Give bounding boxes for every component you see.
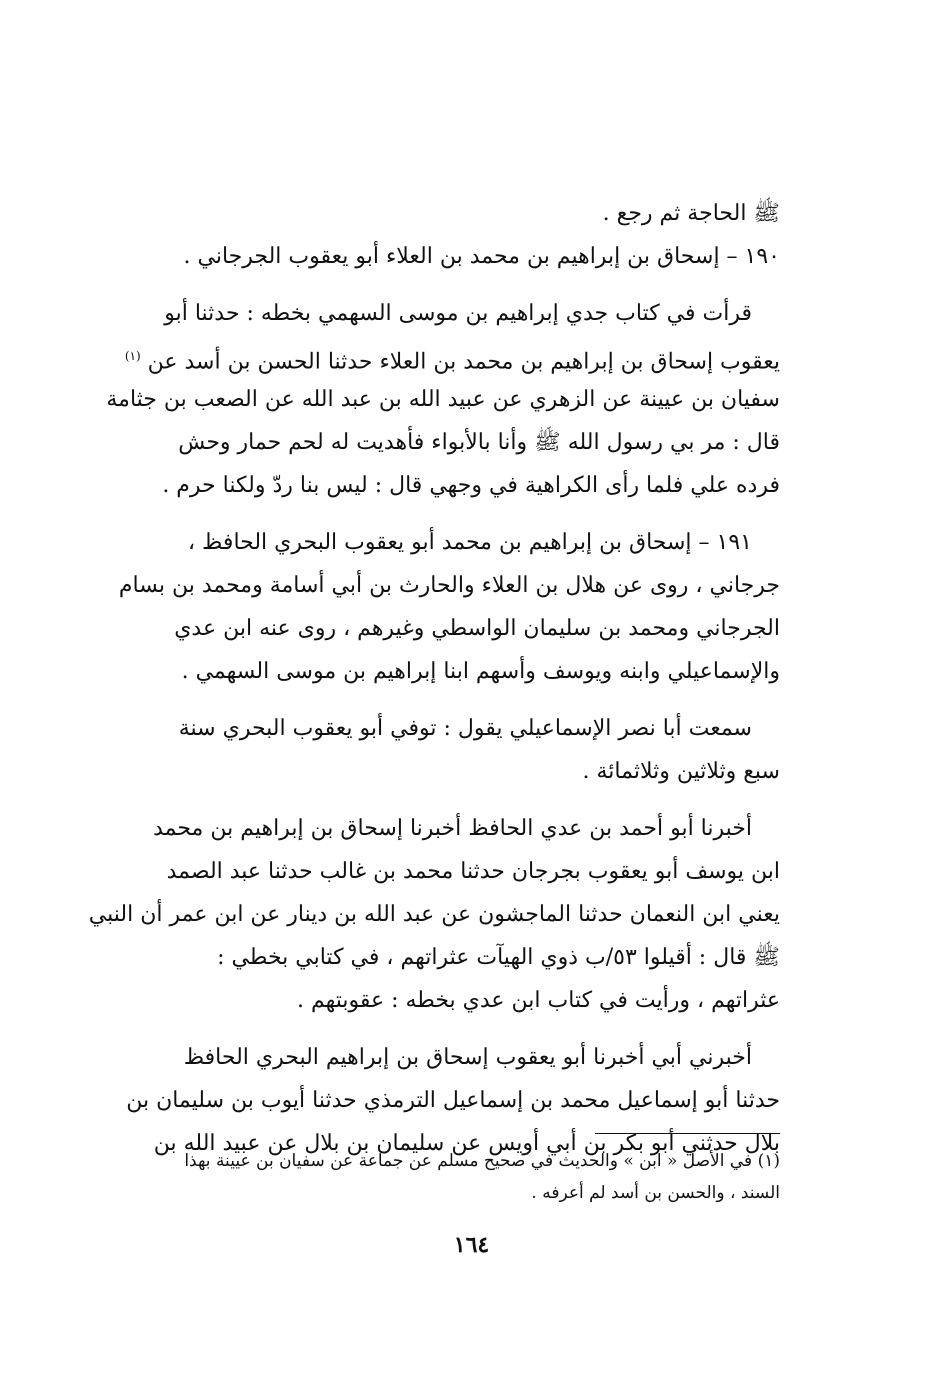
entry-190-heading [150, 235, 780, 278]
text-line: ١٩١ – إسحاق بن إبراهيم بن محمد أبو يعقوب البحري الحافظ ، [187, 530, 752, 555]
text-line: جرجاني ، روى عن هلال بن العلاء والحارث بن أبي أسامة ومحمد بن بسام [118, 573, 780, 598]
text-line: سمعت أبا نصر الإسماعيلي يقول : توفي أبو يعقوب البحري سنة [178, 716, 752, 741]
text-line: ١٩٠ – إسحاق بن إبراهيم بن محمد بن العلاء أبو يعقوب الجرجاني . [183, 244, 780, 269]
text-line: حدثنا أبو إسماعيل محمد بن إسماعيل الترمذي حدثنا أيوب بن سليمان بن [126, 1088, 780, 1113]
page-number: ١٦٤ [453, 1232, 490, 1258]
text-line-content: يعقوب إسحاق بن إبراهيم بن محمد بن العلاء حدثنا الحسن بن أسد عن [147, 349, 780, 375]
text-line: قرأت في كتاب جدي إبراهيم بن موسى السهمي بخطه : حدثنا أبو [164, 301, 752, 326]
text-line: أخبرنا أبو أحمد بن عدي الحافظ أخبرنا إسحاق بن إبراهيم بن محمد [153, 816, 752, 841]
hadith-paragraph-1 [88, 807, 780, 1022]
death-note-paragraph [150, 707, 780, 793]
text-line: عثراتهم ، ورأيت في كتاب ابن عدي بخطه : عقوبتهم . [296, 988, 780, 1013]
text-line: والإسماعيلي وابنه ويوسف وأسهم ابنا إبراهيم بن موسى السهمي . [181, 659, 780, 684]
text-line: يعني ابن النعمان حدثنا الماجشون عن عبد الله بن دينار عن ابن عمر أن النبي [88, 902, 780, 927]
entry-190-text [106, 292, 780, 507]
text-line: ابن يوسف أبو يعقوب بجرجان حدثنا محمد بن غالب حدثنا عبد الصمد [166, 859, 780, 884]
text-line: بلال حدثني أبو بكر بن أبي أويس عن سليمان بن بلال عن عبيد الله بن [153, 1131, 780, 1156]
footnote-divider [595, 1133, 780, 1134]
entry-191-text [118, 521, 780, 693]
footnote [150, 1145, 780, 1209]
text-line: ﷺ قال : أقيلوا ٥٣/ب ذوي الهيآت عثراتهم ، في كتابي بخطي : [217, 945, 780, 970]
footnote-line: (١) في الأصل « ابن » والحديث في صحيح مسلم عن جماعة عن سفيان بن عيينة بهذا [184, 1151, 780, 1171]
footnote-line: السند ، والحسن بن أسد لم أعرفه . [531, 1183, 780, 1203]
text-line: الجرجاني ومحمد بن سليمان الواسطي وغيرهم ، روى عنه ابن عدي [174, 616, 780, 641]
paragraph-continuation [150, 192, 780, 235]
text-line: قال : مر بي رسول الله ﷺ وأنا بالأبواء فأهديت له لحم حمار وحش [178, 430, 780, 455]
text-line: سبع وثلاثين وثلاثمائة . [582, 759, 780, 784]
main-text [88, 192, 780, 1165]
footnote-marker: (١) [124, 349, 141, 363]
text-line: سفيان بن عيينة عن الزهري عن عبيد الله بن عبد الله عن الصعب بن جثامة [106, 387, 780, 412]
text-line: فرده علي فلما رأى الكراهية في وجهي قال : ليس بنا ردّ ولكنا حرم . [162, 473, 780, 498]
text-line [124, 335, 780, 378]
text-line: ﷺ الحاجة ثم رجع . [602, 201, 780, 226]
text-line: أخبرني أبي أخبرنا أبو يعقوب إسحاق بن إبراهيم البحري الحافظ [183, 1045, 752, 1070]
